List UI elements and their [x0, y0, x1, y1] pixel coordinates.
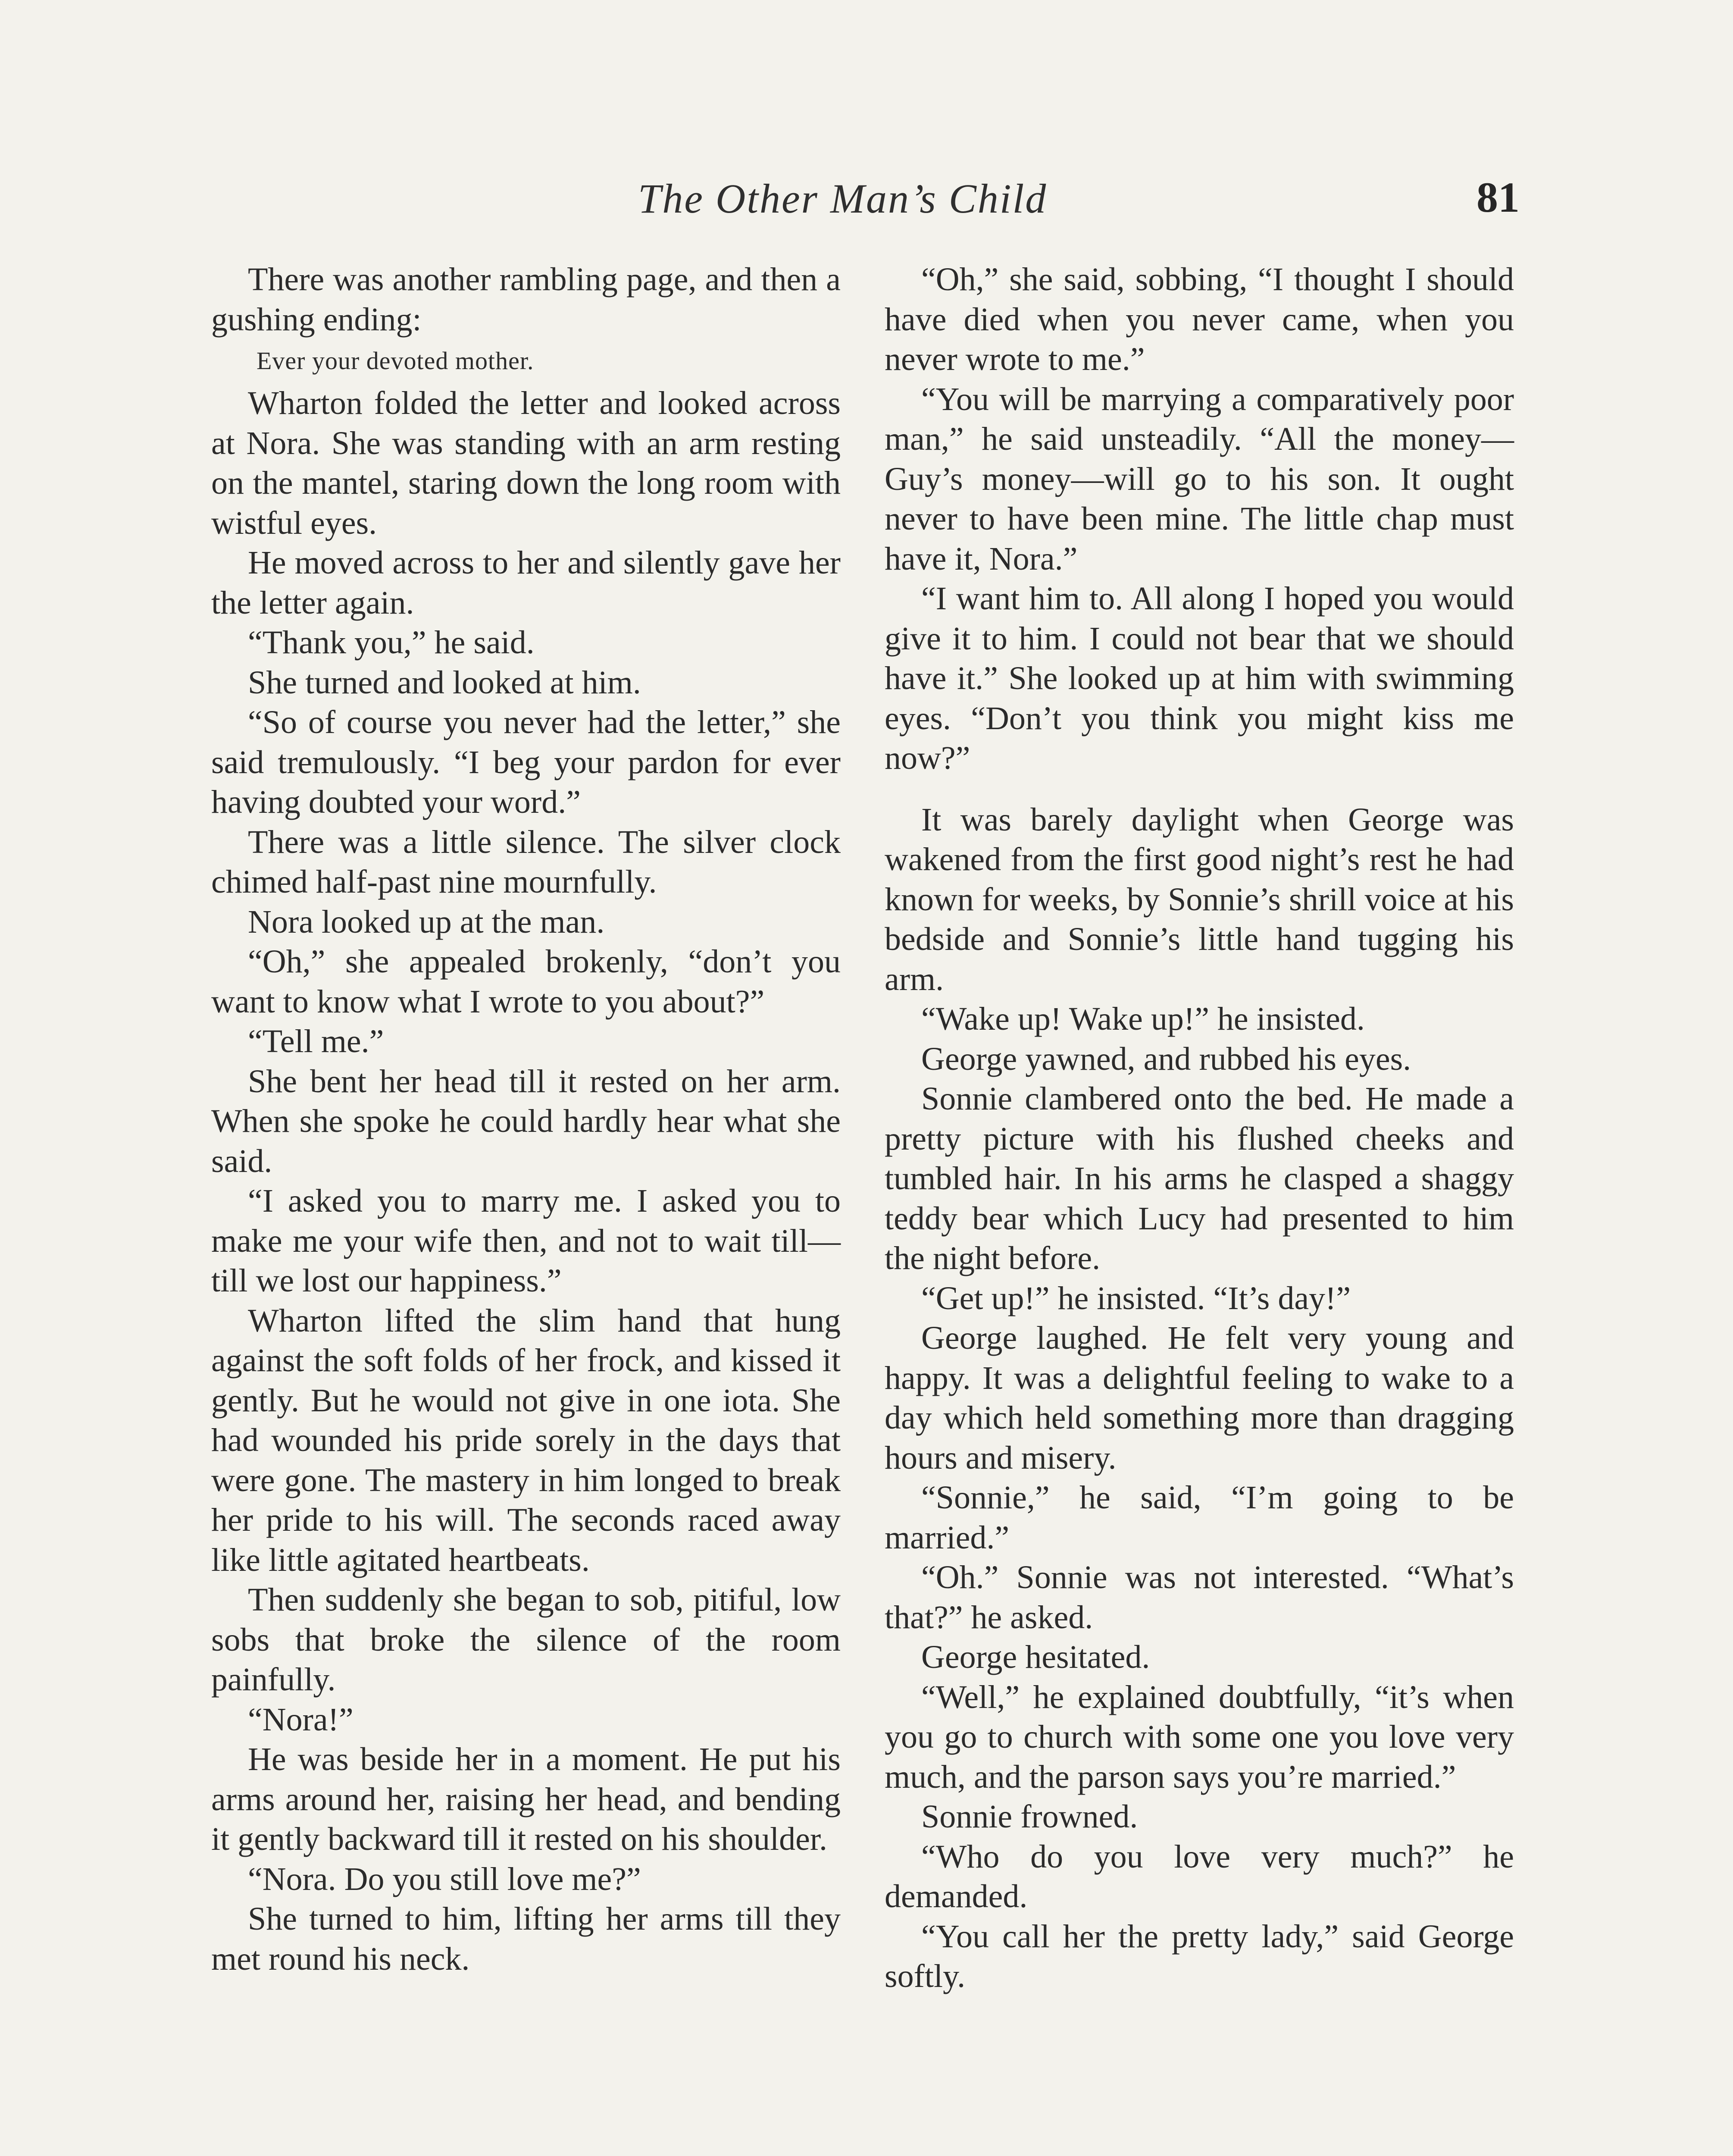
paragraph: “So of course you never had the letter,” she said tremulously. “I beg your pardon for ever having doubted your word.” [211, 704, 841, 820]
paragraph: It was barely daylight when George was wakened from the first good night’s rest he had known for weeks, by Sonnie’s shrill voice at his bedside and Sonnie’s little hand tugging his arm. [885, 801, 1514, 997]
right-text-column [885, 260, 1514, 1996]
paragraph: “Nora. Do you still love me?” [248, 1861, 641, 1897]
paragraph: “Tell me.” [248, 1023, 384, 1059]
paragraph: “Nora!” [248, 1701, 353, 1738]
paragraph: “Oh.” Sonnie was not interested. “What’s that?” he asked. [885, 1559, 1514, 1636]
letter-signoff: Ever your devoted mother. [257, 347, 534, 375]
paragraph: She bent her head till it rested on her arm. When she spoke he could hardly hear what she said. [211, 1063, 841, 1179]
paragraph: “Oh,” she appealed brokenly, “don’t you want to know what I wrote to you about?” [211, 943, 841, 1020]
page-number: 81 [1476, 173, 1520, 221]
paragraph: George hesitated. [921, 1639, 1150, 1675]
paragraph: Sonnie clambered onto the bed. He made a pretty picture with his flushed cheeks and tumbled hair. In his arms he clasped a shaggy teddy bear which Lucy had presented to him the night before. [885, 1081, 1514, 1276]
paragraph: Sonnie frowned. [921, 1799, 1138, 1835]
paragraph: There was another rambling page, and then a gushing ending: [211, 261, 841, 338]
paragraph: “You will be marrying a comparatively poor man,” he said unsteadily. “All the money—Guy’s money—will go to his son. It ought never to have been mine. The little chap must have it, Nora.” [885, 381, 1514, 577]
paragraph: George yawned, and rubbed his eyes. [921, 1040, 1411, 1077]
paragraph: Wharton lifted the slim hand that hung against the soft folds of her frock, and kissed it gently. But he would not give in one iota. She had wounded his pride sorely in the days that were gone. The mastery in him longed to break her pride to his will. The seconds raced away like little agitated heartbeats. [211, 1302, 841, 1578]
paragraph: She turned and looked at him. [248, 664, 641, 701]
paragraph: “I want him to. All along I hoped you would give it to him. I could not bear that we should have it.” She looked up at him with swimming eyes. “Don’t you think you might kiss me now?” [885, 580, 1514, 776]
paragraph: Then suddenly she began to sob, pitiful, low sobs that broke the silence of the room painfully. [211, 1582, 841, 1698]
paragraph: He was beside her in a moment. He put his arms around her, raising her head, and bending it gently backward till it rested on his shoulder. [211, 1741, 841, 1857]
left-text-column [211, 260, 841, 1979]
paragraph: “Well,” he explained doubtfully, “it’s when you go to church with some one you love very much, and the parson says you’re married.” [885, 1679, 1514, 1795]
paragraph: George laughed. He felt very young and happy. It was a delightful feeling to wake to a day which held something more than dragging hours and misery. [885, 1320, 1514, 1476]
paragraph: “Thank you,” he said. [248, 624, 535, 661]
paragraph: He moved across to her and silently gave her the letter again. [211, 545, 841, 621]
paragraph: Nora looked up at the man. [248, 903, 605, 940]
paragraph: “You call her the pretty lady,” said George softly. [885, 1918, 1514, 1994]
paragraph: “Oh,” she said, sobbing, “I thought I should have died when you never came, when you never wrote to me.” [885, 261, 1514, 377]
paragraph: “Get up!” he insisted. “It’s day!” [921, 1280, 1351, 1316]
paragraph: “Who do you love very much?” he demanded. [885, 1838, 1514, 1915]
paragraph: “Wake up! Wake up!” he insisted. [921, 1001, 1365, 1037]
running-title: The Other Man’s Child [638, 175, 1048, 222]
paragraph: “I asked you to marry me. I asked you to make me your wife then, and not to wait till—till we lost our happiness.” [211, 1183, 841, 1299]
paragraph: “Sonnie,” he said, “I’m going to be married.” [885, 1479, 1514, 1556]
paragraph: Wharton folded the letter and looked across at Nora. She was standing with an arm resting on the mantel, staring down the long room with wistful eyes. [211, 385, 841, 541]
paragraph: There was a little silence. The silver clock chimed half-past nine mournfully. [211, 824, 841, 900]
paragraph: She turned to him, lifting her arms till they met round his neck. [211, 1901, 841, 1977]
